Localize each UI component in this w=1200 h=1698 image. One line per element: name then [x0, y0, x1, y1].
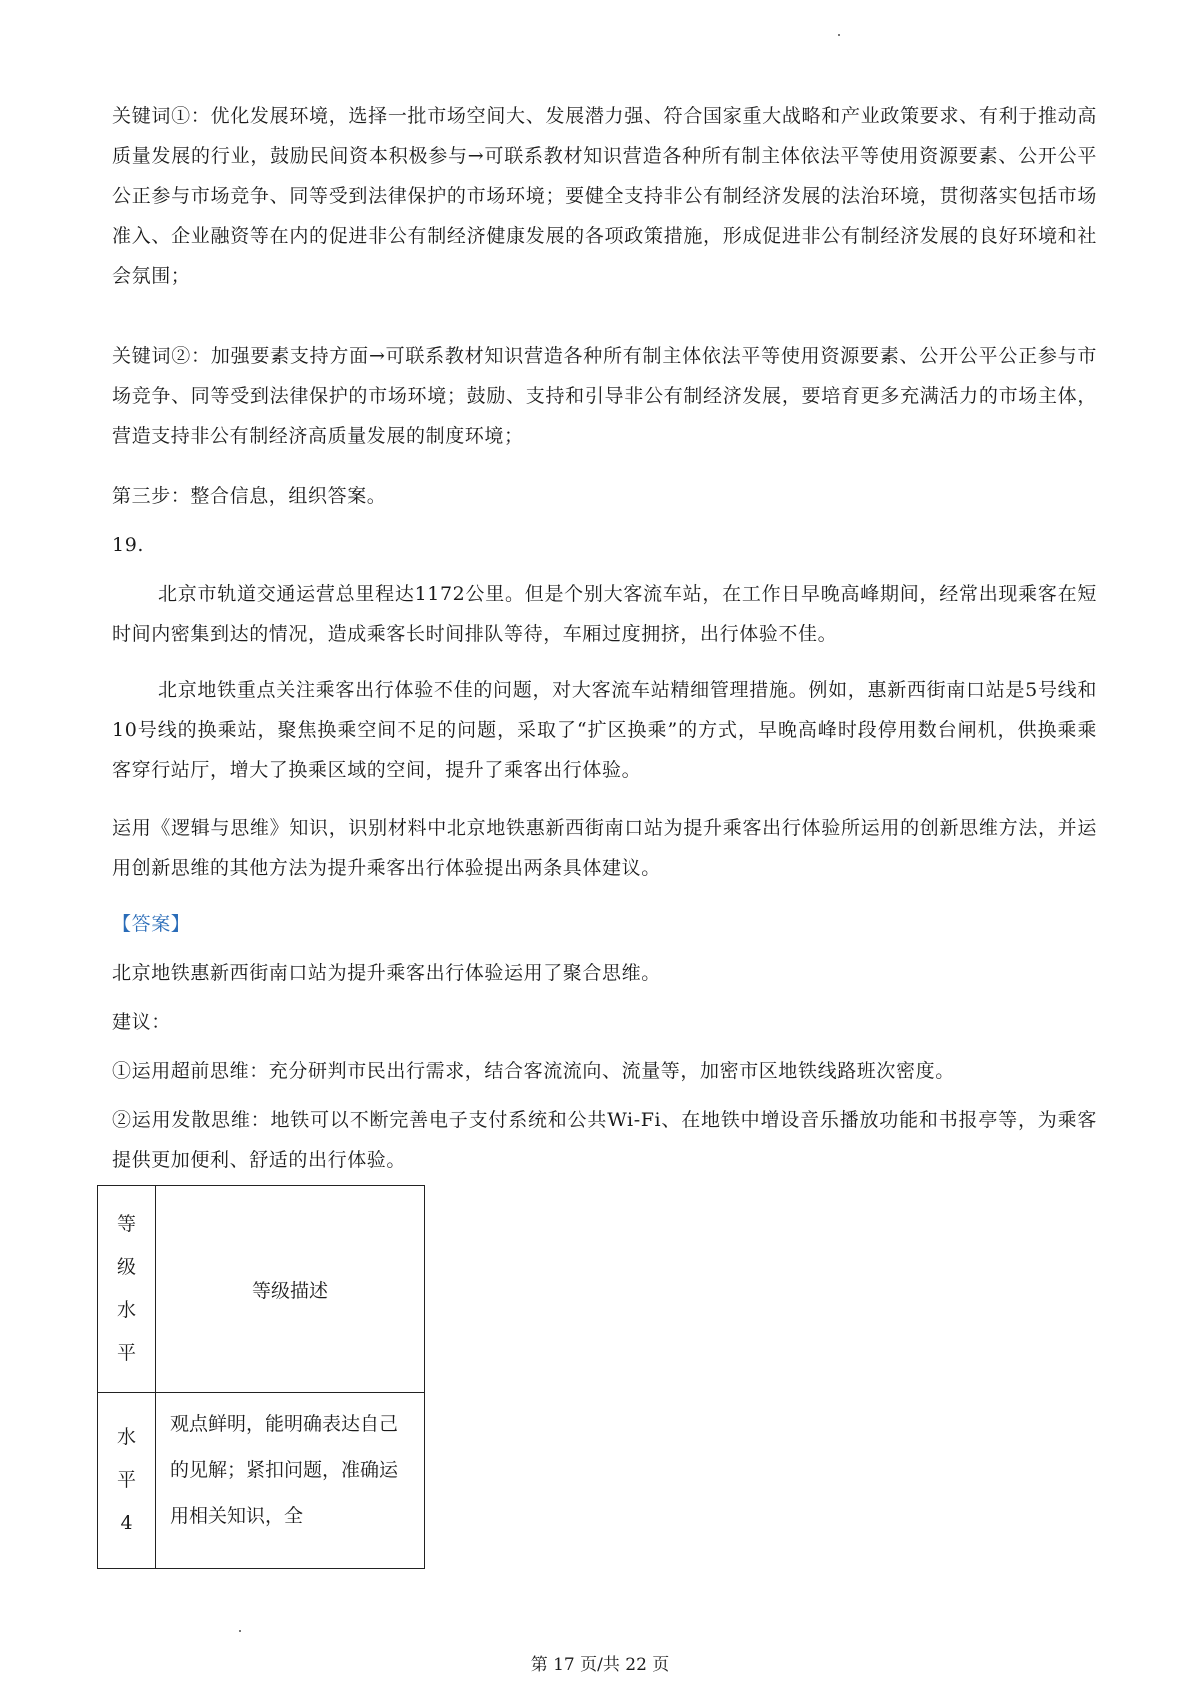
keyword2-text: 加强要素支持方面→可联系教材知识营造各种所有制主体依法平等使用资源要素、公开公平公正参与市场竞争、同等受到法律保护的市场环境；鼓励、支持和引导非公有制经济发展，要培育更多充满活力的市场主体，营造支持非公有制经济高质量发展的制度环境； [112, 345, 1097, 447]
keyword2-paragraph [112, 336, 1097, 456]
row-level-char: 4 [120, 1512, 133, 1534]
header-description-cell: 等级描述 [156, 1186, 425, 1393]
table-header-row [98, 1186, 425, 1393]
answer-line-1: 北京地铁惠新西街南口站为提升乘客出行体验运用了聚合思维。 [112, 962, 661, 984]
keyword1-text: 优化发展环境，选择一批市场空间大、发展潜力强、符合国家重大战略和产业政策要求、有利于推动高质量发展的行业，鼓励民间资本积极参与→可联系教材知识营造各种所有制主体依法平等使用资源要素、公开公平公正参与市场竞争、同等受到法律保护的市场环境；要健全支持非公有制经济发展的法治环境，贯彻落实包括市场准入、企业融资等在内的促进非公有制经济健康发展的各项政策措施，形成促进非公有制经济发展的良好环境和社会氛围； [112, 105, 1097, 287]
question-prompt: 运用《逻辑与思维》知识，识别材料中北京地铁惠新西街南口站为提升乘客出行体验所运用的创新思维方法，并运用创新思维的其他方法为提升乘客出行体验提出两条具体建议。 [112, 817, 1097, 879]
header-level-char: 等 [116, 1213, 136, 1235]
material-paragraph-1: 北京市轨道交通运营总里程达1172公里。但是个别大客流车站，在工作日早晚高峰期间，经常出现乘客在短时间内密集到达的情况，造成乘客长时间排队等待，车厢过度拥挤，出行体验不佳。 [112, 583, 1097, 645]
header-level-char: 级 [116, 1256, 136, 1278]
page-footer: 第 17 页/共 22 页 [530, 1655, 670, 1675]
keyword1-paragraph [112, 96, 1097, 296]
step3-line: 第三步：整合信息，组织答案。 [112, 485, 387, 507]
answer-tag: 【答案】 [112, 913, 191, 935]
material-paragraph-2: 北京地铁重点关注乘客出行体验不佳的问题，对大客流车站精细管理措施。例如，惠新西街南口站是5号线和10号线的换乘站，聚焦换乘空间不足的问题，采取了“扩区换乘”的方式，早晚高峰时段停用数台闸机，供换乘乘客穿行站厅，增大了换乘区域的空间，提升了乘客出行体验。 [112, 679, 1097, 781]
suggestion-label: 建议： [112, 1011, 171, 1033]
header-level-cell [98, 1186, 156, 1393]
scan-dot [838, 34, 840, 36]
row-level-char: 平 [116, 1469, 136, 1491]
header-level-char: 水 [116, 1299, 136, 1321]
table-row [98, 1393, 425, 1569]
scan-dot [239, 1630, 241, 1632]
keyword1-label: 关键词①： [112, 105, 211, 127]
row-level-char: 水 [116, 1426, 136, 1448]
row-level-cell [98, 1393, 156, 1569]
row-description-cell: 观点鲜明，能明确表达自己的见解；紧扣问题，准确运用相关知识，全 [156, 1393, 425, 1569]
suggestion-item-2: ②运用发散思维：地铁可以不断完善电子支付系统和公共Wi-Fi、在地铁中增设音乐播放功能和书报亭等，为乘客提供更加便利、舒适的出行体验。 [112, 1109, 1097, 1171]
question-number: 19. [112, 534, 145, 556]
keyword2-label: 关键词②： [112, 345, 211, 367]
header-level-char: 平 [116, 1342, 136, 1364]
suggestion-item-1: ①运用超前思维：充分研判市民出行需求，结合客流流向、流量等，加密市区地铁线路班次密度。 [112, 1060, 955, 1082]
grading-table [97, 1185, 425, 1569]
